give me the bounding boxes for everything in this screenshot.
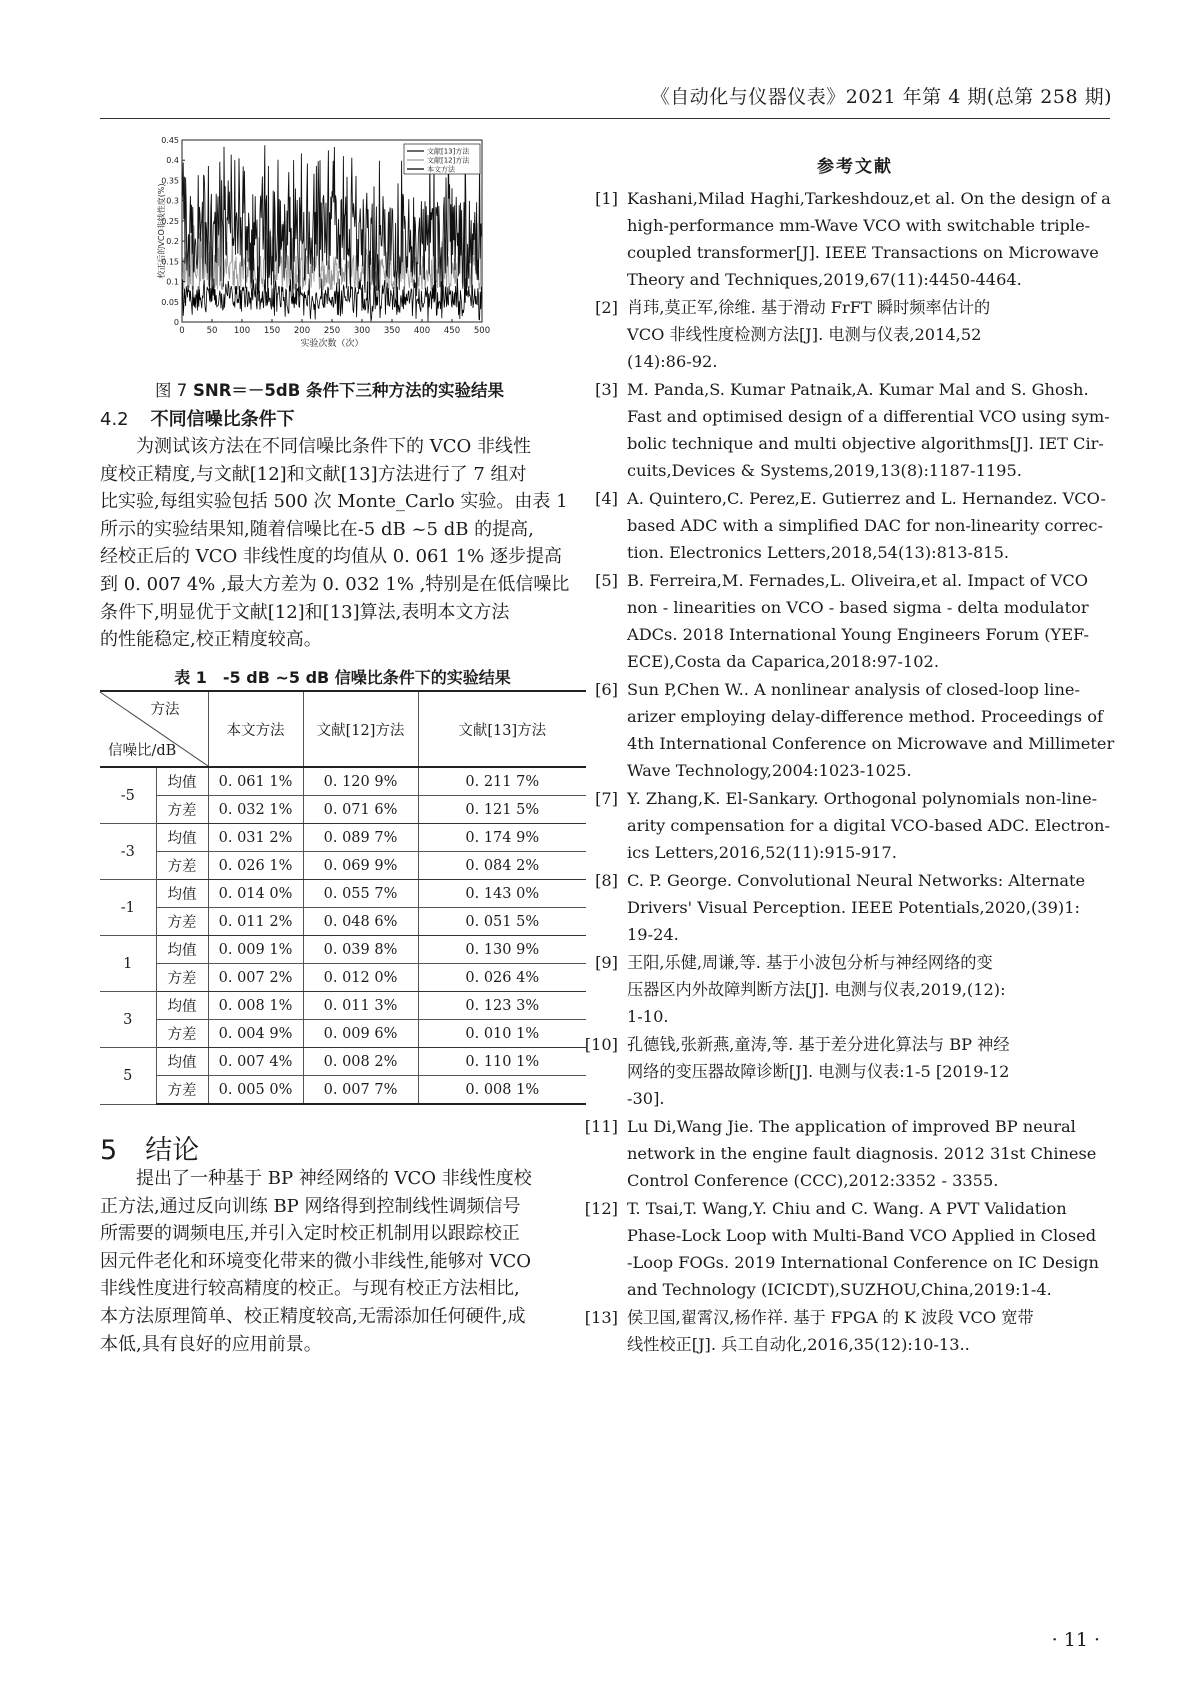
value-cell: 0. 121 5% — [418, 796, 586, 824]
value-cell: 0. 009 6% — [303, 1020, 418, 1048]
table-row — [100, 852, 586, 880]
table-row — [100, 1020, 586, 1048]
reference-line: high-performance mm-Wave VCO with switchable triple- — [627, 216, 1091, 235]
reference-line: A. Quintero,C. Perez,E. Gutierrez and L. Hernandez. VCO- — [627, 489, 1107, 508]
y-tick-label: 0.2 — [166, 237, 179, 247]
reference-item — [595, 949, 1110, 1030]
x-tick-label: 50 — [206, 326, 218, 336]
value-cell: 0. 039 8% — [303, 936, 418, 964]
header-rule — [100, 118, 1110, 119]
reference-item — [595, 294, 1110, 375]
value-cell: 0. 048 6% — [303, 908, 418, 936]
table-row — [100, 1076, 586, 1105]
stat-cell: 方差 — [156, 908, 208, 936]
y-tick-label: 0.15 — [161, 257, 179, 267]
reference-line: 孔德钱,张新燕,童涛,等. 基于差分进化算法与 BP 神经 — [627, 1035, 1010, 1054]
table-caption: 表 1 -5 dB ~5 dB 信噪比条件下的实验结果 — [174, 668, 511, 687]
stat-cell: 方差 — [156, 964, 208, 992]
reference-line: Theory and Techniques,2019,67(11):4450-4464. — [627, 270, 1022, 289]
y-tick-label: 0.05 — [161, 297, 179, 307]
reference-index: [6] — [595, 680, 618, 699]
x-tick-label: 400 — [413, 326, 431, 336]
reference-line: -Loop FOGs. 2019 International Conference on IC Design — [627, 1253, 1099, 1272]
value-cell: 0. 014 0% — [208, 880, 303, 908]
table-corner-cell — [100, 691, 208, 767]
reference-line: (14):86-92. — [627, 352, 718, 371]
results-table — [100, 690, 586, 1105]
table-row — [100, 964, 586, 992]
x-tick-label: 350 — [383, 326, 401, 336]
table-row — [100, 1048, 586, 1076]
reference-line: ECE),Costa da Caparica,2018:97-102. — [627, 652, 939, 671]
table-row — [100, 824, 586, 852]
reference-item — [595, 567, 1110, 675]
reference-line: based ADC with a simplified DAC for non-linearity correc- — [627, 516, 1103, 535]
reference-line: M. Panda,S. Kumar Patnaik,A. Kumar Mal and S. Ghosh. — [627, 380, 1089, 399]
reference-item — [584, 1195, 1110, 1303]
x-tick-label: 0 — [179, 326, 185, 336]
y-tick-label: 0.1 — [166, 277, 179, 287]
reference-line: 1-10. — [627, 1007, 669, 1026]
value-cell: 0. 010 1% — [418, 1020, 586, 1048]
reference-line: -30]. — [627, 1089, 665, 1108]
paragraph-line: 比实验,每组实验包括 500 次 Monte_Carlo 实验。由表 1 — [100, 491, 568, 513]
value-cell: 0. 211 7% — [418, 767, 586, 796]
paragraph-line: 提出了一种基于 BP 神经网络的 VCO 非线性度校 — [136, 1168, 532, 1189]
legend-label: 文献[13]方法 — [427, 147, 470, 156]
value-cell: 0. 120 9% — [303, 767, 418, 796]
reference-line: 4th International Conference on Microwave and Millimeter — [627, 734, 1115, 753]
section-4-2-paragraph — [100, 433, 585, 654]
reference-line: VCO 非线性度检测方法[J]. 电测与仪表,2014,52 — [627, 325, 982, 344]
figure-number: 图 7 — [155, 381, 188, 400]
value-cell: 0. 051 5% — [418, 908, 586, 936]
value-cell: 0. 005 0% — [208, 1076, 303, 1105]
snr-cell: -5 — [100, 767, 156, 824]
section-number: 4.2 — [100, 409, 129, 430]
reference-line: ics Letters,2016,52(11):915-917. — [627, 843, 897, 862]
reference-line: coupled transformer[J]. IEEE Transactions on Microwave — [627, 243, 1099, 262]
stat-cell: 方差 — [156, 852, 208, 880]
reference-line: Wave Technology,2004:1023-1025. — [627, 761, 912, 780]
reference-line: 侯卫国,翟霄汉,杨作祥. 基于 FPGA 的 K 波段 VCO 宽带 — [627, 1308, 1034, 1327]
value-cell: 0. 061 1% — [208, 767, 303, 796]
x-tick-label: 200 — [293, 326, 311, 336]
paragraph-line: 正方法,通过反向训练 BP 网络得到控制线性调频信号 — [100, 1195, 521, 1217]
section-4-2-heading — [100, 405, 295, 431]
value-cell: 0. 026 1% — [208, 852, 303, 880]
stat-cell: 均值 — [156, 880, 208, 908]
table-row — [100, 992, 586, 1020]
value-cell: 0. 011 2% — [208, 908, 303, 936]
reference-line: Drivers' Visual Perception. IEEE Potentials,2020,(39)1: — [627, 898, 1080, 917]
reference-line: Lu Di,Wang Jie. The application of improved BP neural — [627, 1117, 1076, 1136]
reference-index: [9] — [595, 953, 618, 972]
reference-item — [595, 376, 1110, 484]
reference-index: [2] — [595, 298, 618, 317]
conclusion-paragraph — [100, 1165, 585, 1358]
snr-cell: -3 — [100, 824, 156, 880]
references-title: 参考文献 — [817, 157, 893, 177]
section-title: 结论 — [145, 1135, 200, 1166]
reference-line: Kashani,Milad Haghi,Tarkeshdouz,et al. On the design of a — [627, 189, 1111, 208]
reference-line: arity compensation for a digital VCO-based ADC. Electron- — [627, 816, 1110, 835]
value-cell: 0. 011 3% — [303, 992, 418, 1020]
reference-line: 网络的变压器故障诊断[J]. 电测与仪表:1-5 [2019-12 — [627, 1062, 1010, 1081]
value-cell: 0. 007 2% — [208, 964, 303, 992]
x-axis-label: 实验次数（次） — [300, 339, 364, 349]
reference-index: [4] — [595, 489, 618, 508]
value-cell: 0. 143 0% — [418, 880, 586, 908]
stat-cell: 方差 — [156, 1076, 208, 1105]
reference-index: [3] — [595, 380, 618, 399]
paragraph-line: 经校正后的 VCO 非线性度的均值从 0. 061 1% 逐步提高 — [100, 546, 562, 568]
section-title: 不同信噪比条件下 — [150, 409, 295, 430]
paragraph-line: 非线性度进行较高精度的校正。与现有校正方法相比, — [100, 1278, 520, 1300]
paragraph-line: 条件下,明显优于文献[12]和[13]算法,表明本文方法 — [100, 601, 510, 623]
references-list — [584, 185, 1115, 1359]
reference-line: Y. Zhang,K. El-Sankary. Orthogonal polynomials non-line- — [627, 789, 1098, 808]
paragraph-line: 本方法原理简单、校正精度较高,无需添加任何硬件,成 — [100, 1305, 526, 1327]
reference-item — [584, 1031, 1110, 1112]
y-tick-label: 0.45 — [161, 136, 179, 145]
reference-index: [12] — [584, 1199, 618, 1218]
reference-line: network in the engine fault diagnosis. 2012 31st Chinese — [627, 1144, 1097, 1163]
value-cell: 0. 069 9% — [303, 852, 418, 880]
reference-line: tion. Electronics Letters,2018,54(13):813-815. — [627, 543, 1010, 562]
reference-item — [584, 1304, 1110, 1358]
reference-line: Sun P,Chen W.. A nonlinear analysis of closed-loop line- — [627, 680, 1080, 699]
reference-index: [1] — [595, 189, 618, 208]
reference-item — [595, 785, 1110, 866]
reference-line: ADCs. 2018 International Young Engineers Forum (YEF- — [627, 625, 1090, 644]
paragraph-line: 为测试该方法在不同信噪比条件下的 VCO 非线性 — [136, 436, 531, 457]
table-row — [100, 936, 586, 964]
nonlinearity-chart — [157, 136, 548, 372]
reference-item — [595, 867, 1110, 948]
reference-item — [595, 185, 1111, 293]
reference-index: [7] — [595, 789, 618, 808]
reference-line: B. Ferreira,M. Fernades,L. Oliveira,et al. Impact of VCO — [627, 571, 1089, 590]
section-number: 5 — [100, 1135, 118, 1166]
reference-line: C. P. George. Convolutional Neural Networks: Alternate — [627, 871, 1086, 890]
x-tick-label: 500 — [473, 326, 491, 336]
table-row — [100, 767, 586, 796]
table-row — [100, 796, 586, 824]
figure-caption-text: SNR＝－5dB 条件下三种方法的实验结果 — [193, 381, 505, 400]
column-header: 本文方法 — [208, 691, 303, 767]
reference-line: cuits,Devices & Systems,2019,13(8):1187-1195. — [627, 461, 1022, 480]
reference-item — [595, 676, 1115, 784]
stat-cell: 方差 — [156, 1020, 208, 1048]
value-cell: 0. 174 9% — [418, 824, 586, 852]
reference-index: [10] — [584, 1035, 618, 1054]
reference-line: Phase-Lock Loop with Multi-Band VCO Applied in Closed — [627, 1226, 1097, 1245]
snr-cell: -1 — [100, 880, 156, 936]
x-tick-label: 450 — [443, 326, 461, 336]
reference-line: 线性校正[J]. 兵工自动化,2016,35(12):10-13.. — [627, 1335, 970, 1354]
y-tick-label: 0.4 — [166, 156, 179, 166]
column-header: 文献[13]方法 — [418, 691, 586, 767]
value-cell: 0. 110 1% — [418, 1048, 586, 1076]
paragraph-line: 本低,具有良好的应用前景。 — [100, 1333, 322, 1355]
paragraph-line: 因元件老化和环境变化带来的微小非线性,能够对 VCO — [100, 1250, 531, 1272]
value-cell: 0. 009 1% — [208, 936, 303, 964]
legend-label: 文献[12]方法 — [427, 156, 470, 165]
reference-item — [595, 485, 1110, 566]
table-row — [100, 880, 586, 908]
figure-caption — [155, 377, 504, 401]
corner-snr-label: 信噪比/dB — [108, 743, 177, 759]
column-header: 文献[12]方法 — [303, 691, 418, 767]
y-tick-label: 0.35 — [161, 176, 179, 186]
value-cell: 0. 130 9% — [418, 936, 586, 964]
reference-line: bolic technique and multi objective algorithms[J]. IET Cir- — [627, 434, 1104, 453]
reference-line: 肖玮,莫正军,徐维. 基于滑动 FrFT 瞬时频率估计的 — [627, 298, 991, 317]
value-cell: 0. 032 1% — [208, 796, 303, 824]
table-row — [100, 908, 586, 936]
value-cell: 0. 026 4% — [418, 964, 586, 992]
y-tick-label: 0.3 — [166, 196, 179, 206]
stat-cell: 均值 — [156, 767, 208, 796]
stat-cell: 均值 — [156, 992, 208, 1020]
paragraph-line: 到 0. 007 4% ,最大方差为 0. 032 1% ,特别是在低信噪比 — [100, 573, 570, 595]
value-cell: 0. 123 3% — [418, 992, 586, 1020]
x-tick-label: 250 — [323, 326, 341, 336]
stat-cell: 方差 — [156, 796, 208, 824]
value-cell: 0. 008 1% — [418, 1076, 586, 1105]
stat-cell: 均值 — [156, 936, 208, 964]
value-cell: 0. 071 6% — [303, 796, 418, 824]
reference-index: [5] — [595, 571, 618, 590]
x-tick-label: 300 — [353, 326, 371, 336]
paragraph-line: 的性能稳定,校正精度较高。 — [100, 629, 322, 651]
paragraph-line: 度校正精度,与文献[12]和文献[13]方法进行了 7 组对 — [100, 463, 527, 485]
reference-index: [8] — [595, 871, 618, 890]
page-number: · 11 · — [1051, 1629, 1100, 1651]
y-axis-label: 校正后的VCO非线性度(%) — [157, 183, 166, 279]
value-cell: 0. 007 4% — [208, 1048, 303, 1076]
x-tick-label: 150 — [263, 326, 281, 336]
journal-header: 《自动化与仪器仪表》2021 年第 4 期(总第 258 期) — [650, 86, 1112, 108]
reference-line: arizer employing delay-difference method. Proceedings of — [627, 707, 1103, 726]
x-tick-label: 100 — [233, 326, 251, 336]
value-cell: 0. 031 2% — [208, 824, 303, 852]
corner-method-label: 方法 — [150, 702, 180, 718]
stat-cell: 均值 — [156, 1048, 208, 1076]
paragraph-line: 所示的实验结果知,随着信噪比在-5 dB ~5 dB 的提高, — [100, 518, 534, 540]
reference-line: Fast and optimised design of a differential VCO using sym- — [627, 407, 1110, 426]
value-cell: 0. 007 7% — [303, 1076, 418, 1105]
value-cell: 0. 012 0% — [303, 964, 418, 992]
reference-line: 王阳,乐健,周谦,等. 基于小波包分析与神经网络的变 — [627, 953, 993, 972]
value-cell: 0. 084 2% — [418, 852, 586, 880]
table-header-row — [100, 691, 586, 767]
reference-index: [11] — [584, 1117, 618, 1136]
snr-cell: 3 — [100, 992, 156, 1048]
value-cell: 0. 055 7% — [303, 880, 418, 908]
reference-line: non - linearities on VCO - based sigma - delta modulator — [627, 598, 1089, 617]
reference-index: [13] — [584, 1308, 618, 1327]
reference-line: 19-24. — [627, 925, 679, 944]
reference-item — [584, 1113, 1110, 1194]
reference-line: Control Conference (CCC),2012:3352 - 3355. — [627, 1171, 999, 1190]
legend-label: 本文方法 — [427, 165, 455, 174]
value-cell: 0. 004 9% — [208, 1020, 303, 1048]
section-5-heading — [100, 1128, 199, 1167]
stat-cell: 均值 — [156, 824, 208, 852]
reference-line: 压器区内外故障判断方法[J]. 电测与仪表,2019,(12): — [627, 980, 1006, 999]
value-cell: 0. 008 1% — [208, 992, 303, 1020]
y-tick-label: 0.25 — [161, 216, 179, 226]
reference-line: and Technology (ICICDT),SUZHOU,China,2019:1-4. — [627, 1280, 1052, 1299]
value-cell: 0. 089 7% — [303, 824, 418, 852]
reference-line: T. Tsai,T. Wang,Y. Chiu and C. Wang. A PVT Validation — [627, 1199, 1067, 1218]
snr-cell: 1 — [100, 936, 156, 992]
y-tick-label: 0 — [173, 318, 179, 327]
paragraph-line: 所需要的调频电压,并引入定时校正机制用以跟踪校正 — [100, 1223, 520, 1245]
value-cell: 0. 008 2% — [303, 1048, 418, 1076]
figure-7 — [157, 136, 548, 372]
snr-cell: 5 — [100, 1048, 156, 1105]
